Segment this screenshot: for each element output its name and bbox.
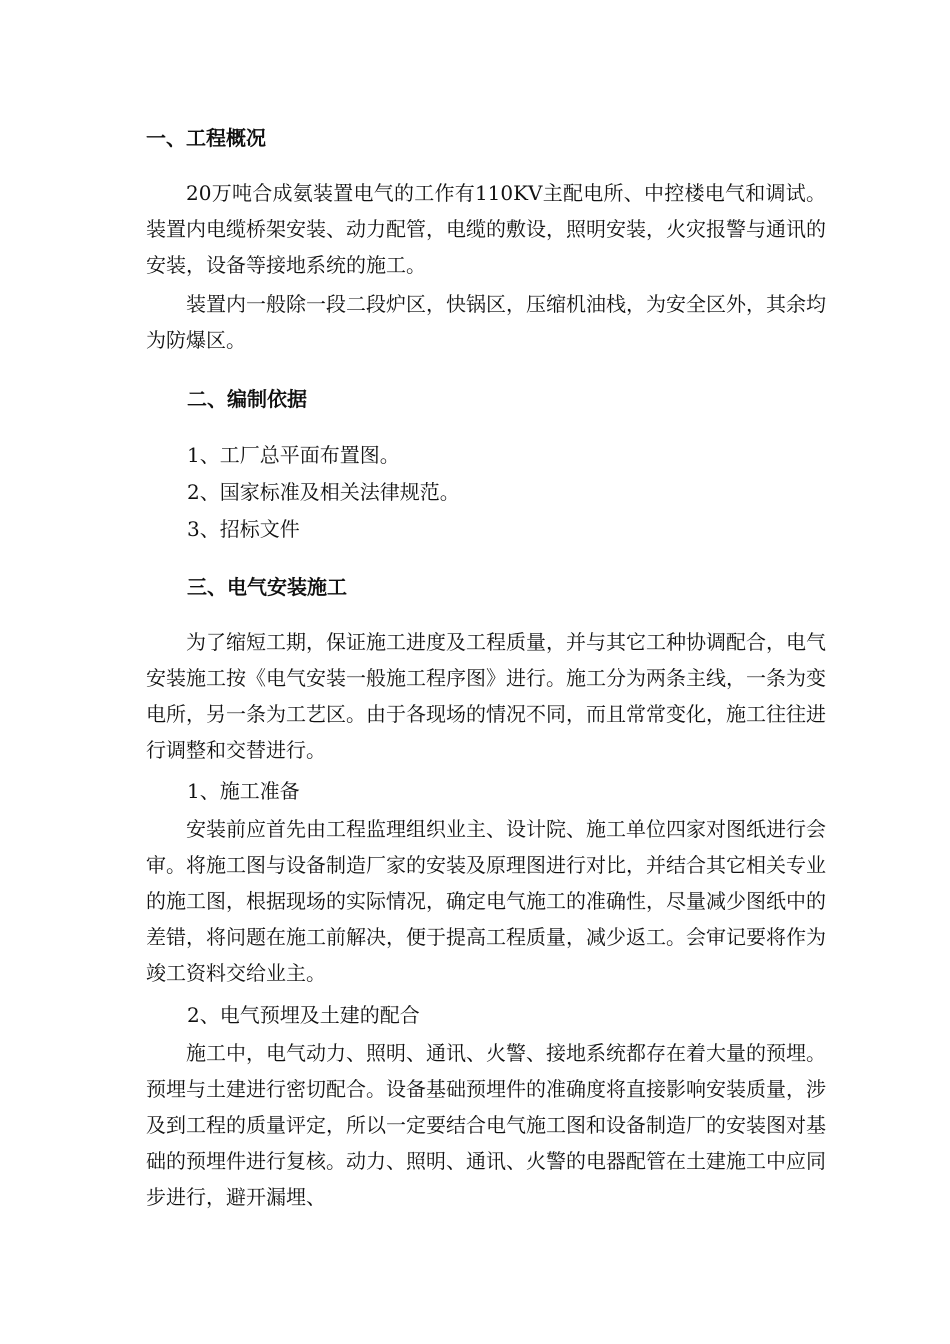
subsection-1-title: 1、施工准备: [187, 779, 300, 803]
section-3-paragraph-1: 为了缩短工期，保证施工进度及工程质量，并与其它工种协调配合，电气安装施工按《电气安装一般施工程序图》进行。施工分为两条主线，一条为变电所，另一条为工艺区。由于各现场的情况不同，而且常常变化，施工往往进行调整和交替进行。: [146, 630, 826, 762]
subsection-2-paragraph: 施工中，电气动力、照明、通讯、火警、接地系统都存在着大量的预埋。预埋与土建进行密切配合。设备基础预埋件的准确度将直接影响安装质量，涉及到工程的质量评定，所以一定要结合电气施工图和设备制造厂的安装图对基础的预埋件进行复核。动力、照明、通讯、火警的电器配管在土建施工中应同步进行，避开漏埋、: [146, 1041, 826, 1209]
basis-item-2: 2、国家标准及相关法律规范。: [187, 480, 460, 504]
section-2-heading: 二、编制依据: [187, 387, 307, 411]
basis-item-1: 1、工厂总平面布置图。: [187, 443, 400, 467]
basis-item-3: 3、招标文件: [187, 517, 300, 541]
section-3-heading: 三、电气安装施工: [187, 575, 347, 599]
section-1-paragraph-2: 装置内一般除一段二段炉区，快锅区，压缩机油栈，为安全区外，其余均为防爆区。: [146, 292, 826, 352]
section-1-paragraph-1: 20万吨合成氨装置电气的工作有110KV主配电所、中控楼电气和调试。装置内电缆桥架安装、动力配管，电缆的敷设，照明安装，火灾报警与通讯的安装，设备等接地系统的施工。: [146, 181, 826, 277]
subsection-2-title: 2、电气预埋及土建的配合: [187, 1003, 420, 1027]
subsection-1-paragraph: 安装前应首先由工程监理组织业主、设计院、施工单位四家对图纸进行会审。将施工图与设备制造厂家的安装及原理图进行对比，并结合其它相关专业的施工图，根据现场的实际情况，确定电气施工的准确性，尽量减少图纸中的差错，将问题在施工前解决，便于提高工程质量，减少返工。会审记要将作为竣工资料交给业主。: [146, 817, 826, 985]
section-1-heading: 一、工程概况: [146, 126, 266, 150]
